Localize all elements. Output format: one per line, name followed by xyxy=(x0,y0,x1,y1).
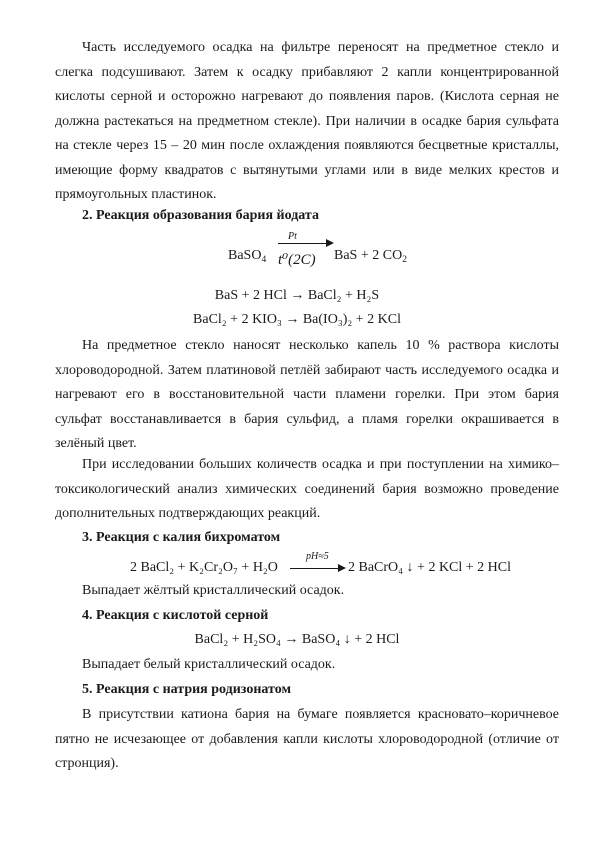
section-5-paragraph: В присутствии катиона бария на бумаге появляется красновато–коричневое пятно не исчезающее от добавления капли кислоты хлороводородной (отличие от стронция). xyxy=(55,707,559,771)
arrow-catalyst-label: Pt xyxy=(288,231,297,242)
equation-lhs: BaSO xyxy=(228,248,262,263)
equation-rhs: BaS + 2 CO xyxy=(334,248,403,263)
reaction-arrow xyxy=(290,568,340,569)
section-4-heading: 4. Реакция с кислотой серной xyxy=(82,608,269,623)
section-3-heading: 3. Реакция с калия бихроматом xyxy=(82,530,281,545)
reaction-arrow-head xyxy=(326,239,334,247)
equation-lhs-subscript: 4 xyxy=(261,255,267,265)
arrow-condition-label: t⁰(2C) xyxy=(278,252,316,268)
section-5-heading: 5. Реакция с натрия родизонатом xyxy=(82,682,291,697)
reaction-arrow xyxy=(278,243,328,244)
equation-rhs-subscript: 2 xyxy=(402,255,407,265)
arrow-ph-label: pH≈5 xyxy=(306,551,329,562)
equation-lhs: 2 BaCl₂ + K₂Cr₂O₇ + H₂O xyxy=(130,560,278,575)
intro-paragraph: Часть исследуемого осадка на фильтре переносят на предметное стекло и слегка подсушивают. Затем к осадку прибавляют 2 капли концентрированной кислоты серной и осторожно нагревают до появления паров. (Кислота серная не должна растекаться на предметном стекле). При наличии в осадке бария сульфата на стекле через 15 – 20 мин после охлаждения появляются бесцветные кристаллы, имеющие форму квадратов с вытянутыми углами или в виде мелких крестов и прямоугольных пластинок. xyxy=(55,40,559,202)
section-2-paragraph-1: На предметное стекло наносят несколько капель 10 % раствора кислоты хлороводородной. Затем платиновой петлёй забирают часть исследуемого осадка и нагревают его в восстановительной части пламени горелки. При этом бария сульфат восстанавливается в бария сульфид, а пламя горелки окрашивается в зелёный цвет. xyxy=(55,338,559,451)
reaction-arrow-head xyxy=(338,564,346,572)
equation-baso4-reduction xyxy=(228,231,528,284)
equation-rhs: 2 BaCrO₄ ↓ + 2 KCl + 2 HCl xyxy=(348,560,512,575)
section-2-heading: 2. Реакция образования бария йодата xyxy=(82,208,319,223)
equation-bacl2-kio3: BaCl₂ + 2 KIO₃ → Ba(IO₃)₂ + 2 KCl xyxy=(193,312,401,327)
equation-bas-hcl: BaS + 2 HCl → BaCl₂ + H₂S xyxy=(214,288,380,303)
section-2-paragraph-2: При исследовании больших количеств осадка и при поступлении на химико–токсикологический анализ химических соединений бария возможно проведение дополнительных подтверждающих реакций. xyxy=(55,457,559,521)
equation-bacl2-h2so4: BaCl₂ + H₂SO₄ → BaSO₄ ↓ + 2 HCl xyxy=(194,632,400,647)
section-3-result: Выпадает жёлтый кристаллический осадок. xyxy=(82,583,345,598)
section-4-result: Выпадает белый кристаллический осадок. xyxy=(82,657,336,672)
